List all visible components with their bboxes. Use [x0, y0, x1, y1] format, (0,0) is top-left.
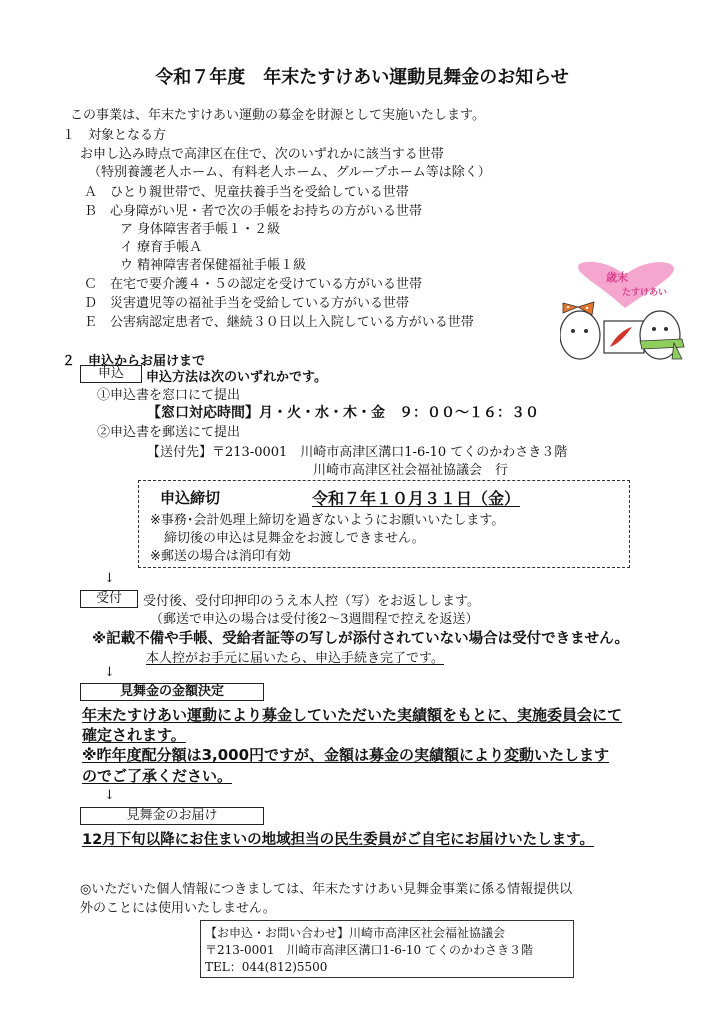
mascot-left-body: [560, 311, 600, 359]
amount-text-2: 確定されます。: [82, 726, 186, 744]
window-hours: 【窓口対応時間】月・火・水・木・金 ９：００～１６：３０: [147, 405, 539, 421]
eligibility-line: お申し込み時点で高津区在住で、次のいずれかに該当する世帯: [80, 147, 444, 162]
section2-heading: ２ 申込からお届けまで: [62, 354, 206, 369]
method-window: ①申込書を窓口にて提出: [97, 388, 241, 403]
delivery-text: 12月下旬以降にお住まいの地域担当の民生委員がご自宅にお届けいたします。: [82, 832, 595, 848]
apply-method-heading: 申込方法は次のいずれかです。: [146, 370, 327, 385]
receipt-complete: 本人控がお手元に届いたら、申込手続き完了です。: [146, 651, 444, 666]
step-receipt-label: 受付: [80, 590, 138, 608]
amount-note-2: のでご了承ください。: [82, 767, 233, 785]
contact-phone: TEL：044(812)5500: [205, 960, 328, 974]
deadline-note-2: 締切後の申込は見舞金をお渡しできません。: [164, 531, 425, 546]
deadline-note-1: ※事務･会計処理上締切を過ぎないようにお願いいたします。: [150, 513, 505, 528]
amount-note-1: ※昨年度配分額は3,000円ですが、金額は募金の実績額により変動いたします: [82, 746, 610, 764]
mail-address: 【送付先】〒213-0001 川崎市高津区溝口1-6-10 てくのかわさき３階: [147, 445, 568, 460]
step-apply-label: 申込: [80, 365, 142, 383]
item-c: Ｃ 在宅で要介護４・５の認定を受けている方がいる世帯: [84, 277, 423, 292]
step-amount-label: 見舞金の金額決定: [80, 683, 264, 701]
contact-line-1: 【お申込・お問い合わせ】川崎市高津区社会福祉協議会: [205, 926, 506, 940]
privacy-line-1: ◎いただいた個人情報につきましては、年末たすけあい見舞金事業に係る情報提供以: [80, 882, 573, 897]
receipt-warning: ※記載不備や手帳、受給者証等の写しが添付されていない場合は受付できません。: [92, 631, 629, 647]
deadline-date: 令和７年１０月３１日（金）: [312, 489, 521, 508]
item-d: Ｄ 災害遺児等の福祉手当を受給している方がいる世帯: [84, 296, 410, 311]
flow-arrow-2: ↓: [104, 665, 115, 680]
flow-arrow-3: ↓: [104, 788, 115, 803]
method-mail: ②申込書を郵送にて提出: [97, 425, 241, 440]
intro-text: この事業は、年末たすけあい運動の募金を財源として実施いたします。: [70, 108, 485, 123]
mascot-illustration: [560, 255, 690, 365]
item-b: Ｂ 心身障がい児・者で次の手帳をお持ちの方がいる世帯: [84, 204, 423, 219]
mail-recipient: 川崎市高津区社会福祉協議会 行: [313, 463, 509, 478]
receipt-text: 受付後、受付印押印のうえ本人控（写）をお返しします。: [143, 594, 480, 609]
item-e: Ｅ 公害病認定患者で、継続３０日以上入院している方がいる世帯: [84, 315, 474, 330]
heart-text-2: たすけあい: [622, 288, 668, 298]
deadline-note-3: ※郵送の場合は消印有効: [150, 549, 291, 564]
amount-text-1: 年末たすけあい運動により募金していただいた実績額をもとに、実施委員会にて: [82, 706, 623, 724]
privacy-line-2: 外のことには使用いたしません。: [80, 901, 276, 916]
item-a: Ａ ひとり親世帯で、児童扶養手当を受給している世帯: [84, 185, 409, 200]
deadline-label: 申込締切: [160, 489, 221, 507]
step-delivery-label: 見舞金のお届け: [80, 807, 264, 825]
heart-text-1: 歳末: [606, 271, 628, 284]
section1-heading: １ 対象となる方: [62, 128, 167, 143]
flow-arrow-1: ↓: [104, 571, 115, 586]
contact-line-2: 〒213-0001 川崎市高津区溝口1-6-10 てくのかわさき３階: [205, 943, 533, 957]
heart-shape: [578, 262, 674, 308]
donation-box: [604, 321, 644, 353]
item-b-u: ウ 精神障害者保健福祉手帳１級: [120, 258, 307, 273]
item-b-i: イ 療育手帳Ａ: [120, 240, 203, 255]
exclusion-line: （特別養護老人ホーム、有料老人ホーム、グループホーム等は除く）: [88, 165, 491, 180]
page-title: 令和７年度 年末たすけあい運動見舞金のお知らせ: [155, 67, 569, 88]
receipt-mail-note: （郵送で申込の場合は受付後2～3週間程で控えを返送）: [150, 612, 479, 627]
item-b-a: ア 身体障害者手帳１・２級: [120, 222, 281, 237]
